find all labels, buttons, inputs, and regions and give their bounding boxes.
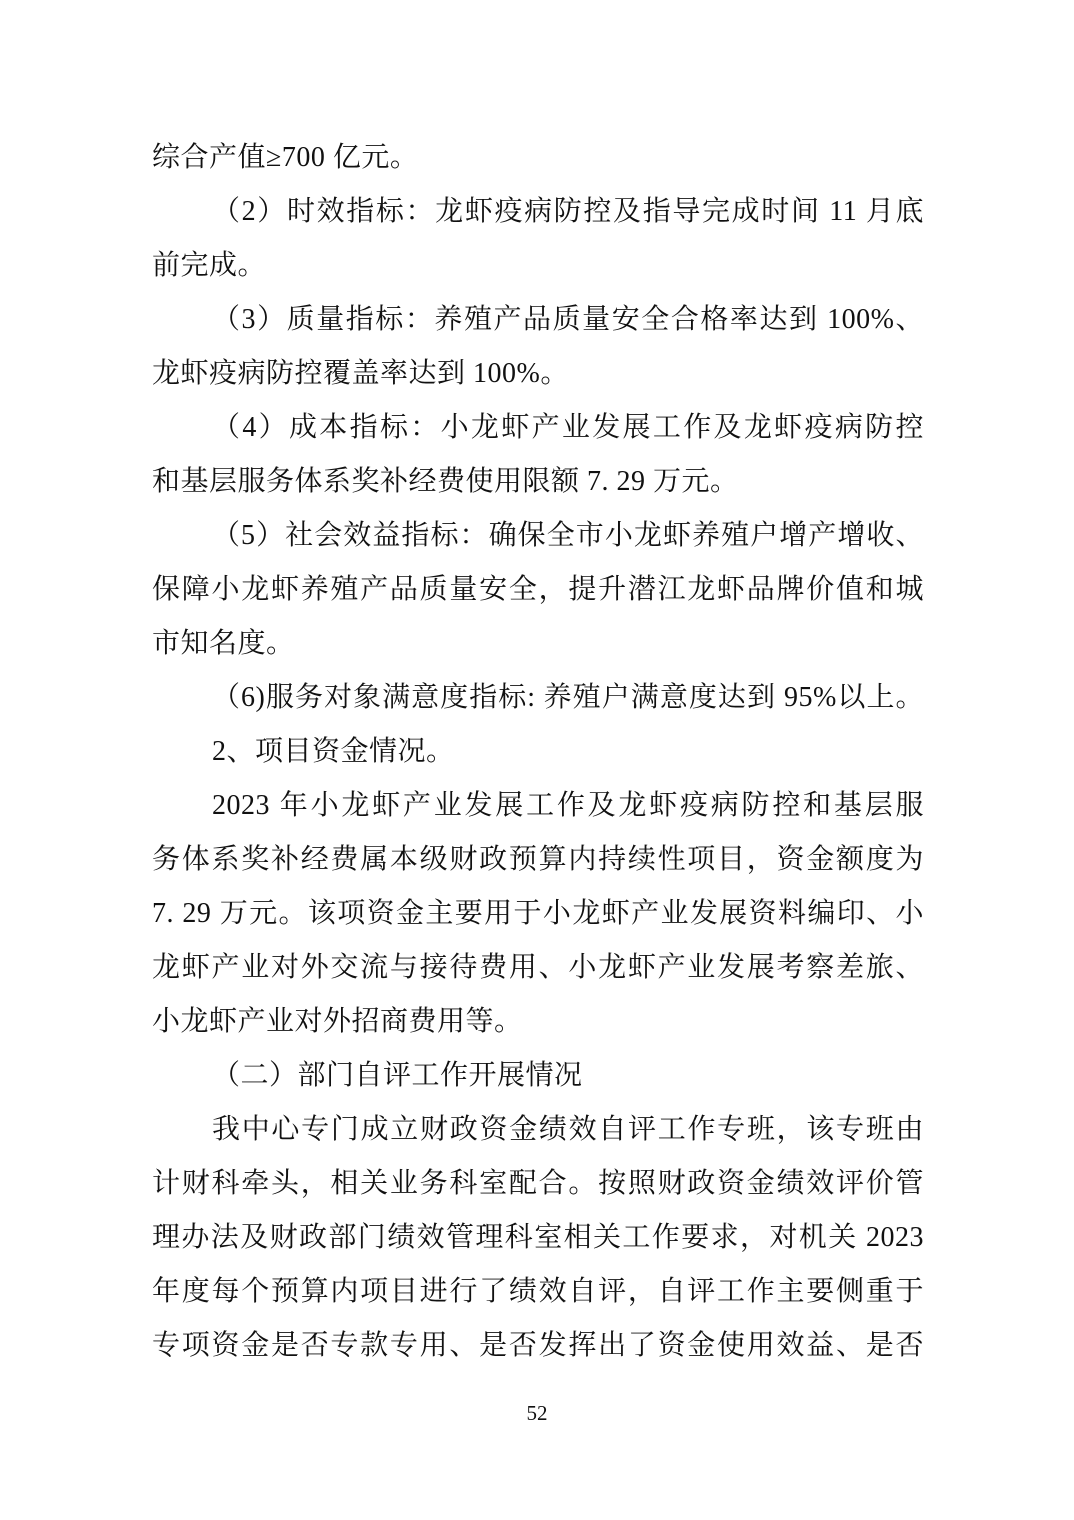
text-line: （2）时效指标：龙虾疫病防控及指导完成时间 11 月底 — [212, 196, 924, 227]
text-line: （二）部门自评工作开展情况 — [212, 1060, 583, 1091]
text-line: 务体系奖补经费属本级财政预算内持续性项目，资金额度为 — [152, 844, 924, 875]
text-line: 综合产值≥700 亿元。 — [152, 142, 419, 173]
text-line: 和基层服务体系奖补经费使用限额 7. 29 万元。 — [152, 466, 739, 497]
text-line: 龙虾产业对外交流与接待费用、小龙虾产业发展考察差旅、 — [152, 952, 924, 983]
text-line: 7. 29 万元。该项资金主要用于小龙虾产业发展资料编印、小 — [152, 898, 924, 929]
text-line: （5）社会效益指标：确保全市小龙虾养殖户增产增收、 — [212, 520, 924, 551]
text-line: 龙虾疫病防控覆盖率达到 100%。 — [152, 358, 569, 389]
text-line: 小龙虾产业对外招商费用等。 — [152, 1006, 523, 1037]
text-line: 前完成。 — [152, 250, 267, 281]
text-line: 2023 年小龙虾产业发展工作及龙虾疫病防控和基层服 — [212, 790, 924, 821]
text-line: （4）成本指标：小龙虾产业发展工作及龙虾疫病防控 — [212, 412, 924, 443]
text-line: 专项资金是否专款专用、是否发挥出了资金使用效益、是否 — [152, 1330, 924, 1361]
text-line: 保障小龙虾养殖产品质量安全，提升潜江龙虾品牌价值和城 — [152, 574, 924, 605]
text-line: 2、项目资金情况。 — [212, 736, 455, 767]
text-line: 理办法及财政部门绩效管理科室相关工作要求，对机关 2023 — [152, 1222, 924, 1253]
text-line: 市知名度。 — [152, 628, 295, 659]
text-line: 年度每个预算内项目进行了绩效自评，自评工作主要侧重于 — [152, 1276, 924, 1307]
text-line: 计财科牵头，相关业务科室配合。按照财政资金绩效评价管 — [152, 1168, 924, 1199]
text-line: 我中心专门成立财政资金绩效自评工作专班，该专班由 — [212, 1114, 924, 1145]
text-line: （6)服务对象满意度指标: 养殖户满意度达到 95%以上。 — [212, 682, 924, 713]
text-line: （3）质量指标：养殖产品质量安全合格率达到 100%、 — [212, 304, 924, 335]
page-number: 52 — [526, 1401, 548, 1425]
content-area — [152, 131, 924, 1373]
